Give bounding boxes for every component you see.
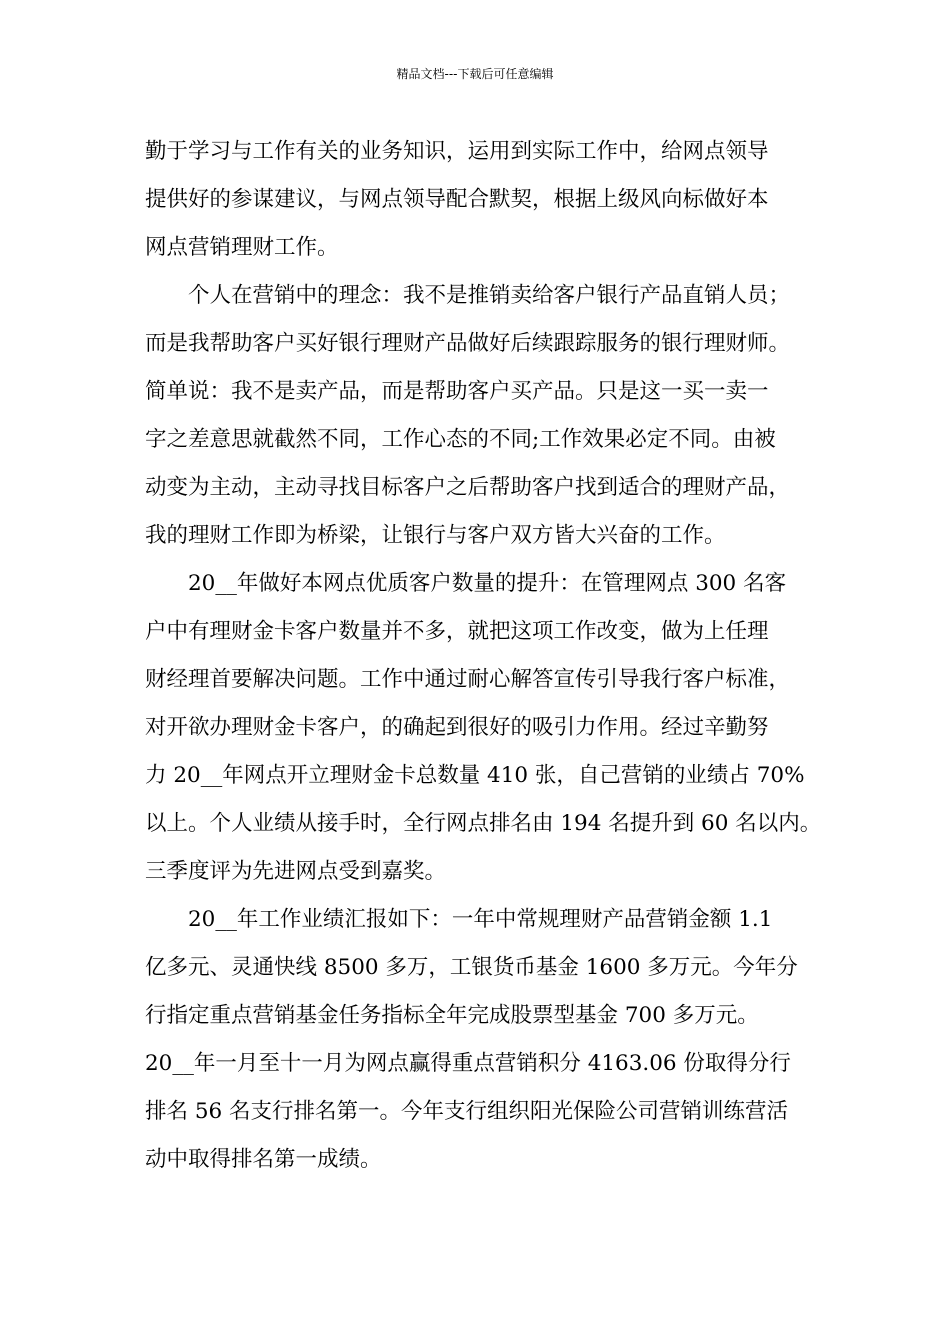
text-line: 20__年一月至十一月为网点赢得重点营销积分 4163.06 份取得分行	[145, 1051, 791, 1076]
page-header: 精品文档---下载后可任意编辑	[396, 67, 554, 81]
text-line: 20__年做好本网点优质客户数量的提升：在管理网点 300 名客	[145, 571, 787, 596]
document-body	[145, 128, 822, 1184]
text-line: 以上。个人业绩从接手时，全行网点排名由 194 名提升到 60 名以内。	[145, 811, 822, 836]
text-line: 户中有理财金卡客户数量并不多，就把这项工作改变，做为上任理	[145, 619, 769, 644]
paragraph-2	[145, 272, 810, 560]
text-line: 提供好的参谋建议，与网点领导配合默契，根据上级风向标做好本	[145, 187, 769, 212]
text-line: 排名 56 名支行排名第一。今年支行组织阳光保险公司营销训练营活	[145, 1099, 789, 1124]
text-line: 三季度评为先进网点受到嘉奖。	[145, 859, 447, 884]
text-line: 我的理财工作即为桥梁，让银行与客户双方皆大兴奋的工作。	[145, 523, 726, 548]
text-line: 动中取得排名第一成绩。	[145, 1147, 382, 1172]
text-line: 字之差意思就截然不同，工作心态的不同;工作效果必定不同。由被	[145, 427, 776, 452]
text-line: 动变为主动，主动寻找目标客户之后帮助客户找到适合的理财产品，	[145, 475, 791, 500]
text-line: 个人在营销中的理念：我不是推销卖给客户银行产品直销人员；	[145, 283, 791, 308]
text-line: 简单说：我不是卖产品，而是帮助客户买产品。只是这一买一卖一	[145, 379, 769, 404]
text-line: 力 20__年网点开立理财金卡总数量 410 张，自己营销的业绩占 70%	[145, 763, 805, 788]
paragraph-3	[145, 560, 822, 896]
text-line: 行指定重点营销基金任务指标全年完成股票型基金 700 多万元。	[145, 1003, 759, 1028]
text-line: 亿多元、灵通快线 8500 多万，工银货币基金 1600 多万元。今年分	[145, 955, 798, 980]
text-line: 网点营销理财工作。	[145, 235, 339, 260]
text-line: 对开欲办理财金卡客户，的确起到很好的吸引力作用。经过辛勤努	[145, 715, 769, 740]
text-line: 而是我帮助客户买好银行理财产品做好后续跟踪服务的银行理财师。	[145, 331, 791, 356]
text-line: 财经理首要解决问题。工作中通过耐心解答宣传引导我行客户标准，	[145, 667, 791, 692]
text-line: 勤于学习与工作有关的业务知识，运用到实际工作中，给网点领导	[145, 139, 769, 164]
paragraph-1	[145, 128, 810, 272]
text-line: 20__年工作业绩汇报如下：一年中常规理财产品营销金额 1.1	[145, 907, 773, 932]
paragraph-4	[145, 896, 810, 1184]
